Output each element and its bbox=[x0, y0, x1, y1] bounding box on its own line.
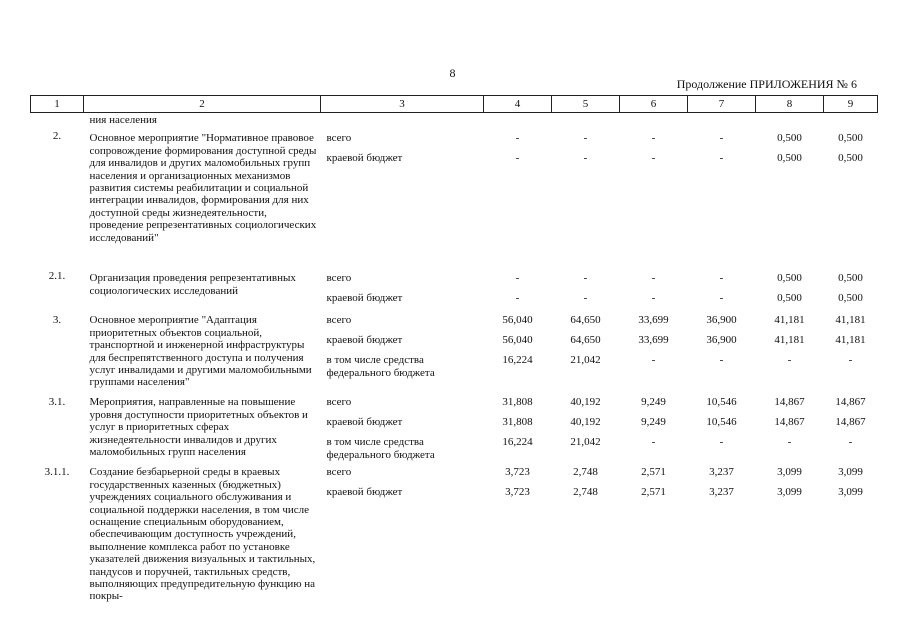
amount-value: 9,249 bbox=[641, 416, 666, 429]
funding-source: в том числе средства федерального бюджета bbox=[326, 436, 435, 461]
amount-value: 0,500 bbox=[838, 272, 863, 285]
amount-value: - bbox=[515, 292, 520, 305]
funding-source: всего bbox=[326, 466, 352, 479]
funding-source-cell bbox=[321, 270, 484, 312]
amount-value: - bbox=[848, 436, 853, 449]
amount-value: - bbox=[515, 132, 520, 145]
amount-value: 41,181 bbox=[774, 314, 805, 327]
amount-value: - bbox=[651, 132, 656, 145]
value-cell bbox=[620, 312, 688, 394]
amount-value: 3,099 bbox=[777, 486, 802, 499]
table-row bbox=[31, 394, 878, 464]
item-name bbox=[84, 270, 321, 312]
amount-value: - bbox=[583, 132, 588, 145]
column-number-row bbox=[31, 96, 878, 113]
value-cell bbox=[824, 312, 878, 394]
amount-value: - bbox=[583, 152, 588, 165]
funding-source: всего bbox=[326, 272, 352, 285]
column-header: 4 bbox=[484, 96, 552, 113]
amount-value: 64,650 bbox=[570, 314, 601, 327]
amount-value: 36,900 bbox=[706, 314, 737, 327]
value-cell bbox=[552, 464, 620, 614]
funding-source: краевой бюджет bbox=[326, 292, 403, 305]
value-cell bbox=[552, 394, 620, 464]
amount-value: - bbox=[719, 152, 724, 165]
amount-value: 31,808 bbox=[502, 416, 533, 429]
value-cell bbox=[688, 394, 756, 464]
continuation-row bbox=[31, 113, 878, 131]
amount-value: 2,571 bbox=[641, 466, 666, 479]
column-header: 5 bbox=[552, 96, 620, 113]
amount-value: - bbox=[515, 272, 520, 285]
table-row bbox=[31, 130, 878, 270]
funding-source: краевой бюджет bbox=[326, 486, 403, 499]
value-cell bbox=[688, 130, 756, 270]
page-number: 8 bbox=[449, 66, 456, 80]
amount-value: 2,571 bbox=[641, 486, 666, 499]
value-cell bbox=[484, 312, 552, 394]
value-cell bbox=[620, 394, 688, 464]
value-cell bbox=[756, 130, 824, 270]
funding-source: всего bbox=[326, 132, 352, 145]
funding-source-cell bbox=[321, 312, 484, 394]
amount-value: 3,099 bbox=[838, 486, 863, 499]
amount-value: 9,249 bbox=[641, 396, 666, 409]
column-header: 3 bbox=[321, 96, 484, 113]
item-name-text: Организация проведения репрезентативных социологических исследований bbox=[89, 272, 296, 297]
amount-value: - bbox=[848, 354, 853, 367]
amount-value: 21,042 bbox=[570, 354, 601, 367]
budget-table bbox=[30, 95, 878, 614]
amount-value: 3,237 bbox=[709, 486, 734, 499]
amount-value: - bbox=[719, 436, 724, 449]
amount-value: - bbox=[719, 272, 724, 285]
appendix-title: Продолжение ПРИЛОЖЕНИЯ № 6 bbox=[676, 77, 857, 91]
funding-source-cell bbox=[321, 394, 484, 464]
column-header: 9 bbox=[824, 96, 878, 113]
amount-value: - bbox=[651, 436, 656, 449]
funding-source: всего bbox=[326, 396, 352, 409]
item-name-text: Мероприятия, направленные на повышение уровня доступности приоритетных объектов и услуг в приоритетных сферах жизнедеятельности инвалидов и других маломобильных групп населения bbox=[89, 396, 308, 459]
amount-value: - bbox=[583, 292, 588, 305]
funding-source-cell bbox=[321, 464, 484, 614]
amount-value: 56,040 bbox=[502, 314, 533, 327]
table-row bbox=[31, 270, 878, 312]
table-row bbox=[31, 464, 878, 614]
amount-value: 3,099 bbox=[838, 466, 863, 479]
item-name bbox=[84, 394, 321, 464]
value-cell bbox=[484, 270, 552, 312]
amount-value: - bbox=[515, 152, 520, 165]
value-cell bbox=[484, 464, 552, 614]
value-cell bbox=[756, 270, 824, 312]
amount-value: - bbox=[651, 152, 656, 165]
value-cell bbox=[756, 312, 824, 394]
amount-value: 3,723 bbox=[505, 486, 530, 499]
item-number: 3.1.1. bbox=[44, 466, 70, 479]
column-header: 6 bbox=[620, 96, 688, 113]
funding-source: краевой бюджет bbox=[326, 334, 403, 347]
amount-value: 0,500 bbox=[777, 132, 802, 145]
column-header: 1 bbox=[31, 96, 84, 113]
item-name-text: Создание безбарьерной среды в краевых государственных казенных (бюджетных) учреждениях социального обслуживания и социальной поддержки населения, в том числе оснащение специальным оборудованием, обеспечивающим доступность учреждений, выполнение комплекса работ по установке указателей движения визуальных и тактильных, пандусов и поручней, тактильных средств, выполняющих предупредительную функцию на покры- bbox=[89, 466, 316, 603]
amount-value: - bbox=[787, 354, 792, 367]
amount-value: - bbox=[651, 292, 656, 305]
amount-value: 21,042 bbox=[570, 436, 601, 449]
amount-value: 0,500 bbox=[838, 292, 863, 305]
item-number: 2. bbox=[52, 130, 62, 143]
amount-value: 3,723 bbox=[505, 466, 530, 479]
amount-value: 16,224 bbox=[502, 354, 533, 367]
column-header: 2 bbox=[84, 96, 321, 113]
amount-value: - bbox=[651, 354, 656, 367]
value-cell bbox=[824, 130, 878, 270]
amount-value: - bbox=[719, 354, 724, 367]
value-cell bbox=[824, 394, 878, 464]
amount-value: 14,867 bbox=[774, 396, 805, 409]
continuation-text bbox=[84, 113, 321, 131]
amount-value: 0,500 bbox=[777, 152, 802, 165]
amount-value: 33,699 bbox=[638, 334, 669, 347]
amount-value: 56,040 bbox=[502, 334, 533, 347]
item-name-text: Основное мероприятие "Адаптация приоритетных объектов социальной, транспортной и инженерной инфраструктуры для беспрепятственного доступа и получения услуг инвалидами и другими маломобильными группами населения" bbox=[89, 314, 312, 389]
table-row bbox=[31, 312, 878, 394]
value-cell bbox=[756, 464, 824, 614]
amount-value: 14,867 bbox=[835, 396, 866, 409]
amount-value: 0,500 bbox=[838, 132, 863, 145]
amount-value: 16,224 bbox=[502, 436, 533, 449]
value-cell bbox=[620, 464, 688, 614]
funding-source: всего bbox=[326, 314, 352, 327]
value-cell bbox=[552, 130, 620, 270]
column-header: 8 bbox=[756, 96, 824, 113]
value-cell bbox=[484, 130, 552, 270]
item-name-text: Основное мероприятие "Нормативное правовое сопровождение формирования доступной среды для инвалидов и других маломобильных групп населения и организационных механизмов развития системы реабилитации и социальной интеграции инвалидов, формирования для них доступной среды жизнедеятельности, проведение репрезентативных социологических исследований" bbox=[89, 132, 317, 244]
item-number: 3.1. bbox=[48, 396, 66, 409]
amount-value: 41,181 bbox=[835, 314, 866, 327]
amount-value: 10,546 bbox=[706, 416, 737, 429]
amount-value: 36,900 bbox=[706, 334, 737, 347]
amount-value: 40,192 bbox=[570, 396, 601, 409]
value-cell bbox=[484, 394, 552, 464]
amount-value: - bbox=[583, 272, 588, 285]
amount-value: 2,748 bbox=[573, 486, 598, 499]
funding-source-cell bbox=[321, 130, 484, 270]
value-cell bbox=[620, 270, 688, 312]
amount-value: 41,181 bbox=[835, 334, 866, 347]
value-cell bbox=[688, 270, 756, 312]
amount-value: 0,500 bbox=[777, 292, 802, 305]
value-cell bbox=[824, 464, 878, 614]
value-cell bbox=[688, 312, 756, 394]
amount-value: 41,181 bbox=[774, 334, 805, 347]
amount-value: 2,748 bbox=[573, 466, 598, 479]
value-cell bbox=[824, 270, 878, 312]
amount-value: 3,237 bbox=[709, 466, 734, 479]
amount-value: 31,808 bbox=[502, 396, 533, 409]
value-cell bbox=[688, 464, 756, 614]
value-cell bbox=[620, 130, 688, 270]
amount-value: 14,867 bbox=[774, 416, 805, 429]
amount-value: 0,500 bbox=[838, 152, 863, 165]
item-name bbox=[84, 312, 321, 394]
item-number: 3. bbox=[52, 314, 62, 327]
item-number: 2.1. bbox=[48, 270, 66, 283]
table-body bbox=[31, 130, 878, 614]
value-cell bbox=[552, 270, 620, 312]
amount-value: 10,546 bbox=[706, 396, 737, 409]
amount-value: - bbox=[651, 272, 656, 285]
amount-value: 14,867 bbox=[835, 416, 866, 429]
value-cell bbox=[552, 312, 620, 394]
amount-value: 64,650 bbox=[570, 334, 601, 347]
funding-source: краевой бюджет bbox=[326, 152, 403, 165]
amount-value: - bbox=[719, 292, 724, 305]
amount-value: - bbox=[719, 132, 724, 145]
item-name bbox=[84, 464, 321, 614]
amount-value: 33,699 bbox=[638, 314, 669, 327]
column-header: 7 bbox=[688, 96, 756, 113]
amount-value: 0,500 bbox=[777, 272, 802, 285]
funding-source: краевой бюджет bbox=[326, 416, 403, 429]
amount-value: - bbox=[787, 436, 792, 449]
amount-value: 40,192 bbox=[570, 416, 601, 429]
value-cell bbox=[756, 394, 824, 464]
item-name bbox=[84, 130, 321, 270]
amount-value: 3,099 bbox=[777, 466, 802, 479]
funding-source: в том числе средства федерального бюджета bbox=[326, 354, 435, 379]
continuation-text-content: ния населения bbox=[89, 114, 157, 126]
